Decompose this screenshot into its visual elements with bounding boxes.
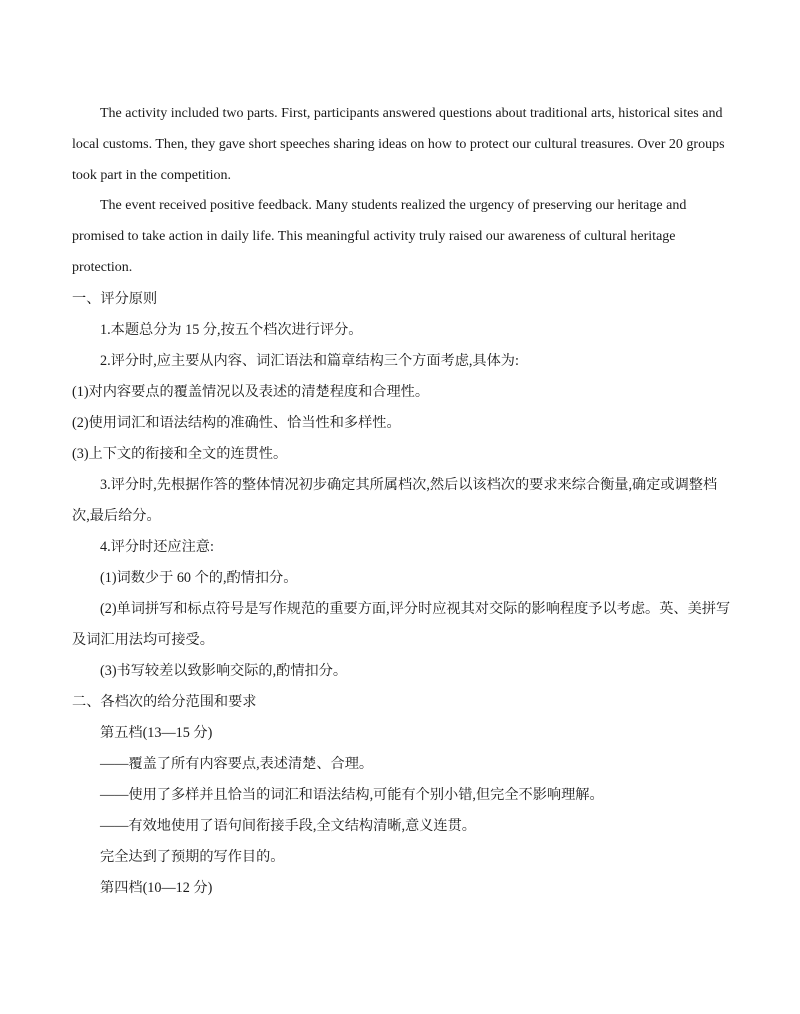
tier-5-criterion-2: ——使用了多样并且恰当的词汇和语法结构,可能有个别小错,但完全不影响理解。 (100, 787, 604, 803)
tier-5-criterion-3: ——有效地使用了语句间衔接手段,全文结构清晰,意义连贯。 (100, 818, 476, 834)
section-heading-tier-ranges: 二、各档次的给分范围和要求 (72, 694, 257, 710)
rule-2: 2.评分时,应主要从内容、词汇语法和篇章结构三个方面考虑,具体为: (100, 353, 519, 369)
paragraph-event-feedback: The event received positive feedback. Many students realized the urgency of preserving our heritage and promised to take action in daily life. This meaningful activity truly raised our awareness of cultural heritage protection. (72, 198, 687, 275)
rule-2-item-3: (3)上下文的衔接和全文的连贯性。 (72, 446, 288, 462)
rule-2-item-1: (1)对内容要点的覆盖情况以及表述的清楚程度和合理性。 (72, 384, 430, 400)
rule-4-item-1: (1)词数少于 60 个的,酌情扣分。 (100, 570, 298, 586)
rule-2-item-2: (2)使用词汇和语法结构的准确性、恰当性和多样性。 (72, 415, 401, 431)
tier-4-heading: 第四档(10—12 分) (100, 880, 213, 896)
rule-4-item-3: (3)书写较差以致影响交际的,酌情扣分。 (100, 663, 348, 679)
tier-5-heading: 第五档(13—15 分) (100, 725, 213, 741)
tier-5-criterion-1: ——覆盖了所有内容要点,表述清楚、合理。 (100, 756, 374, 772)
rule-4-item-2: (2)单词拼写和标点符号是写作规范的重要方面,评分时应视其对交际的影响程度予以考虑。英、美拼写及词汇用法均可接受。 (72, 601, 731, 648)
tier-5-summary: 完全达到了预期的写作目的。 (100, 849, 285, 865)
paragraph-activity-parts: The activity included two parts. First, participants answered questions about traditional arts, historical sites and local customs. Then, they gave short speeches sharing ideas on how to protect our cultural treasures. Over 20 groups took part in the competition. (72, 106, 725, 183)
section-heading-scoring-principles: 一、评分原则 (72, 291, 158, 307)
rule-4: 4.评分时还应注意: (100, 539, 214, 555)
rule-1: 1.本题总分为 15 分,按五个档次进行评分。 (100, 322, 363, 338)
rule-3: 3.评分时,先根据作答的整体情况初步确定其所属档次,然后以该档次的要求来综合衡量,确定或调整档次,最后给分。 (72, 477, 718, 524)
